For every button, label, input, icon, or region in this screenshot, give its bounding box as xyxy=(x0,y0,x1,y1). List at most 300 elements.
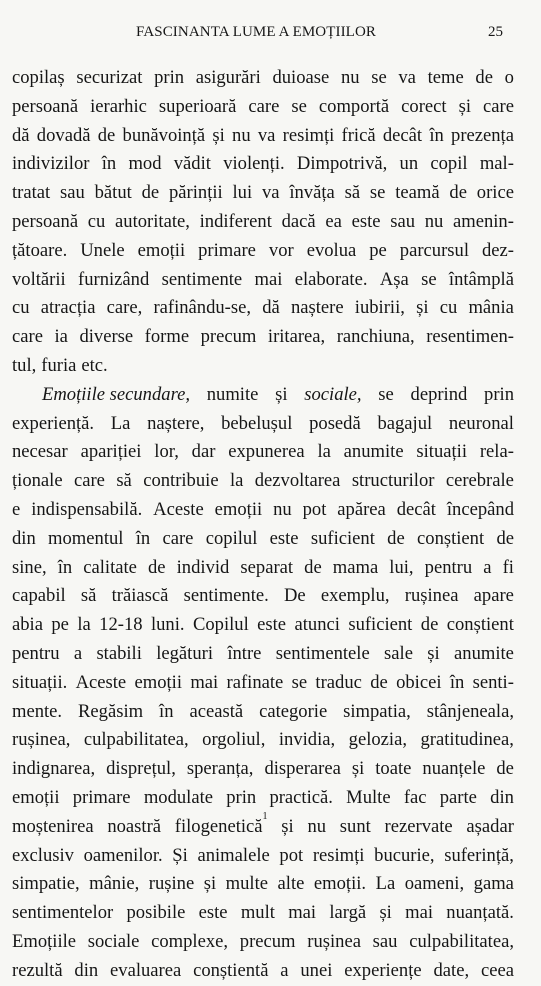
word: de xyxy=(148,556,166,578)
word: deprind xyxy=(410,383,468,405)
word: care, xyxy=(106,297,143,319)
word: sentimentelor xyxy=(12,902,114,924)
word: speranța, xyxy=(186,758,254,780)
word: iubirii, xyxy=(354,297,405,319)
word: iritarea, xyxy=(267,326,326,348)
word: pentru xyxy=(424,556,473,578)
word: rușine xyxy=(148,873,195,895)
word: legături xyxy=(156,642,214,664)
text-line xyxy=(12,93,514,122)
word: sunt xyxy=(339,815,371,837)
word: să xyxy=(344,182,361,204)
word: elaborate. xyxy=(294,268,368,290)
word: exclusiv xyxy=(12,844,74,866)
word: mânie, xyxy=(89,873,140,895)
word: stânjeneala, xyxy=(426,700,514,722)
word: frică xyxy=(341,124,376,146)
text-line xyxy=(12,669,514,698)
word: și xyxy=(458,95,472,117)
word: de xyxy=(141,182,160,204)
word: prin xyxy=(484,383,514,405)
word: Așa xyxy=(379,268,409,290)
word: numite xyxy=(206,383,259,405)
word: parte xyxy=(439,786,477,808)
word: precum xyxy=(200,326,257,348)
word: Regăsim xyxy=(78,700,144,722)
word: evolua xyxy=(306,239,357,261)
word: resimți xyxy=(282,124,335,146)
word: nuanțele xyxy=(422,758,486,780)
word: sau xyxy=(60,182,85,204)
word: separat xyxy=(240,556,294,578)
word: tratat xyxy=(12,182,51,204)
word: anumite xyxy=(343,441,404,463)
word: posibile xyxy=(126,902,186,924)
word: calitate xyxy=(83,556,137,578)
text-line xyxy=(12,899,514,928)
word: comportă xyxy=(318,95,390,117)
word: dar xyxy=(191,441,216,463)
word: stabili xyxy=(96,642,142,664)
word: corect xyxy=(401,95,447,117)
word: ționale xyxy=(12,470,63,492)
running-title: FASCINANTA LUME A EMOȚIILOR xyxy=(136,24,376,40)
word: multe xyxy=(225,873,269,895)
word: este xyxy=(351,210,381,232)
word: securizat xyxy=(76,67,143,88)
word: rafinate xyxy=(226,671,284,693)
word: se xyxy=(291,95,307,117)
word: și xyxy=(281,815,294,837)
text-line xyxy=(12,582,514,611)
word: mânia xyxy=(468,297,514,319)
word: furia xyxy=(41,354,77,376)
text-line xyxy=(12,208,514,237)
body-text xyxy=(12,64,514,986)
word: nu xyxy=(424,210,444,232)
word: asigurări xyxy=(195,67,261,88)
word: prezența xyxy=(451,124,514,146)
word: resimți xyxy=(312,844,365,866)
word: anumite xyxy=(454,642,514,664)
word: primare xyxy=(72,786,131,808)
word: o xyxy=(504,67,514,88)
word: bagajul xyxy=(377,412,433,434)
word: alte xyxy=(277,873,305,895)
word: sentimente. xyxy=(183,585,269,607)
word: sentimente xyxy=(161,268,243,290)
word: indivizilor xyxy=(12,153,90,175)
word: se xyxy=(371,67,387,88)
word: culpabilitatea, xyxy=(83,729,189,751)
word: gelozia, xyxy=(348,729,407,751)
word: traduc xyxy=(315,671,362,693)
word: conștient xyxy=(417,527,485,549)
word: voltării xyxy=(12,268,66,290)
word: va xyxy=(261,182,280,204)
text-line xyxy=(12,266,514,295)
word: cu xyxy=(87,210,106,232)
word: exemplu, xyxy=(320,585,390,607)
word: și xyxy=(275,383,288,405)
word: culpabilitatea, xyxy=(409,930,514,952)
text-line xyxy=(12,640,514,669)
word: momentul xyxy=(48,527,124,549)
word: sociale xyxy=(87,930,140,952)
text-line xyxy=(12,726,514,755)
word: mult xyxy=(240,902,275,924)
word: parcursul xyxy=(399,239,469,261)
word: De xyxy=(283,585,306,607)
word: nu xyxy=(340,67,360,88)
text-line xyxy=(12,784,514,813)
word: abia xyxy=(12,614,43,636)
word: Emoțiile xyxy=(12,930,77,952)
word: de xyxy=(420,614,439,636)
word: La xyxy=(110,412,131,434)
word: gratitudinea, xyxy=(420,729,514,751)
word: indignarea, xyxy=(12,758,96,780)
word: care xyxy=(162,527,194,549)
word: rezervate xyxy=(384,815,453,837)
word: sale xyxy=(384,642,413,664)
word: care xyxy=(248,95,280,117)
word: să xyxy=(116,470,132,492)
word: ranchiuna, xyxy=(336,326,415,348)
word: violenți. xyxy=(223,153,285,175)
text-line xyxy=(12,410,514,439)
word: de xyxy=(496,527,514,549)
page-number: 25 xyxy=(488,24,503,40)
word: simpatia, xyxy=(343,700,411,722)
word: individ xyxy=(176,556,230,578)
word: trăiască xyxy=(111,585,169,607)
word: Aceste xyxy=(153,498,204,520)
word: obicei xyxy=(396,671,442,693)
word: și xyxy=(203,873,217,895)
word: este xyxy=(198,902,228,924)
text-line xyxy=(12,352,514,381)
word: persoană xyxy=(12,95,79,117)
text-line xyxy=(12,467,514,496)
word: emoții xyxy=(12,786,60,808)
word: complexe, xyxy=(151,930,229,952)
word: dacă xyxy=(281,210,316,232)
word: fi xyxy=(502,556,514,578)
word: Și xyxy=(172,844,188,866)
word: categorie xyxy=(259,700,328,722)
word: sau xyxy=(372,930,398,952)
word: lui, xyxy=(389,556,414,578)
word: pe xyxy=(369,239,387,261)
word: Aceste xyxy=(75,671,127,693)
word: a xyxy=(73,642,83,664)
word: situații xyxy=(416,441,468,463)
word: așadar xyxy=(466,815,514,837)
word: decât xyxy=(396,498,436,520)
running-head xyxy=(0,24,541,44)
word: suficient xyxy=(310,527,375,549)
word: filogenetică$^1$ xyxy=(174,810,268,837)
word: evaluarea xyxy=(110,959,182,981)
word: contribuie xyxy=(143,470,219,492)
word: gama xyxy=(473,873,514,895)
word: dă xyxy=(262,297,280,319)
word: în xyxy=(449,671,465,693)
word: e xyxy=(12,498,21,520)
word: lor, xyxy=(154,441,179,463)
word: disperarea xyxy=(264,758,341,780)
word: apărea xyxy=(337,498,386,520)
text-line xyxy=(12,957,514,986)
word: sociale, xyxy=(304,383,362,405)
word: în xyxy=(101,153,117,175)
word: autoritate, xyxy=(115,210,190,232)
word: un xyxy=(399,153,419,175)
word: teme xyxy=(427,67,464,88)
word: vădit xyxy=(173,153,211,175)
word: rușinea xyxy=(307,930,361,952)
word: din xyxy=(12,527,36,549)
word: luni. xyxy=(150,614,185,636)
word: și xyxy=(416,297,429,319)
word: ea xyxy=(325,210,342,232)
word: neuronal xyxy=(448,412,514,434)
word: conștientă xyxy=(193,959,269,981)
word: date, xyxy=(433,959,470,981)
text-line xyxy=(12,870,514,899)
word: senti- xyxy=(472,671,514,693)
word: pentru xyxy=(12,642,60,664)
word: duioase xyxy=(272,67,330,88)
word: disprețul, xyxy=(106,758,176,780)
word: ceea xyxy=(480,959,514,981)
word: animalele xyxy=(197,844,270,866)
word: de xyxy=(370,671,388,693)
word: posedă xyxy=(309,412,361,434)
word: țătoare. xyxy=(12,239,68,261)
word: în xyxy=(135,527,151,549)
word: conștient xyxy=(446,614,514,636)
word: lui xyxy=(232,182,253,204)
word: naștere xyxy=(290,297,344,319)
word: oamenilor. xyxy=(83,844,163,866)
word: bunăvoință xyxy=(122,124,206,146)
word: de xyxy=(475,67,493,88)
text-line xyxy=(12,496,514,525)
word: nu xyxy=(232,124,251,146)
text-line xyxy=(12,698,514,727)
word: între xyxy=(227,642,262,664)
word: nu xyxy=(273,498,292,520)
word: mal- xyxy=(479,153,514,175)
word: modulate xyxy=(143,786,214,808)
text-line xyxy=(12,810,514,842)
word: dez- xyxy=(481,239,514,261)
word: de xyxy=(304,556,322,578)
word: superioară xyxy=(158,95,237,117)
word: primare xyxy=(198,239,256,261)
word: La xyxy=(375,873,396,895)
text-line xyxy=(12,150,514,179)
word: persoană xyxy=(12,210,79,232)
word: copil xyxy=(430,153,468,175)
word: la xyxy=(229,470,244,492)
word: bucurie, xyxy=(374,844,435,866)
text-line xyxy=(12,755,514,784)
word: din xyxy=(490,786,514,808)
word: se xyxy=(369,182,386,204)
word: care xyxy=(12,326,43,348)
word: tul, xyxy=(12,354,37,376)
word: amenin- xyxy=(453,210,514,232)
word: Multe xyxy=(346,786,391,808)
word: care xyxy=(483,95,514,117)
text-line xyxy=(12,842,514,871)
word: forme xyxy=(144,326,190,348)
word: rușinea, xyxy=(12,729,71,751)
word: prin xyxy=(226,786,257,808)
word: această xyxy=(189,700,244,722)
word: a xyxy=(483,556,492,578)
word: capabil xyxy=(12,585,66,607)
word: în xyxy=(57,556,73,578)
text-line xyxy=(12,323,514,352)
word: este xyxy=(257,614,287,636)
word: atunci xyxy=(294,614,340,636)
word: mai xyxy=(288,902,317,924)
word: apariției xyxy=(80,441,142,463)
text-line xyxy=(12,122,514,151)
word: bebelușul xyxy=(221,412,293,434)
word: indiferent xyxy=(199,210,272,232)
text-line xyxy=(12,381,514,410)
word: dă xyxy=(12,124,30,146)
word: situații. xyxy=(12,671,68,693)
word: să xyxy=(80,585,97,607)
word: mod xyxy=(128,153,162,175)
word: părinții xyxy=(169,182,223,204)
word: etc. xyxy=(81,354,108,376)
word: sau xyxy=(390,210,415,232)
word: decât xyxy=(382,124,423,146)
word: ia xyxy=(54,326,68,348)
word: copilul xyxy=(205,527,258,549)
word: toate xyxy=(375,758,412,780)
word: începând xyxy=(446,498,514,520)
word: practică. xyxy=(269,786,333,808)
word: pot xyxy=(302,498,327,520)
word: resentimen- xyxy=(426,326,514,348)
word: și xyxy=(351,758,365,780)
word: din xyxy=(74,959,99,981)
word: diverse xyxy=(79,326,134,348)
word: a xyxy=(280,959,289,981)
word: va xyxy=(257,124,276,146)
word: structurilor xyxy=(351,470,435,492)
word: ierarhic xyxy=(90,95,147,117)
word: furnizând xyxy=(78,268,150,290)
word: pot xyxy=(279,844,304,866)
word: care xyxy=(73,470,105,492)
word: experiență. xyxy=(12,412,95,434)
word: Unele xyxy=(80,239,125,261)
word: necesar xyxy=(12,441,68,463)
word: emoții. xyxy=(313,873,367,895)
word: Emoțiile secundare, xyxy=(42,383,191,405)
word: moștenirea xyxy=(12,815,94,837)
text-line xyxy=(12,438,514,467)
word: indispensabilă. xyxy=(31,498,143,520)
word: pe xyxy=(51,614,69,636)
word: vor xyxy=(268,239,294,261)
word: emoții xyxy=(137,239,186,261)
word: mai xyxy=(254,268,283,290)
word: atracția xyxy=(40,297,96,319)
word: și xyxy=(379,902,392,924)
word: mente. xyxy=(12,700,63,722)
word: mama xyxy=(332,556,379,578)
word: este xyxy=(269,527,299,549)
word: naștere, xyxy=(147,412,205,434)
word: largă xyxy=(329,902,367,924)
word: în xyxy=(429,124,444,146)
text-line xyxy=(12,525,514,554)
word: și xyxy=(427,642,440,664)
word: rafinându-se, xyxy=(153,297,252,319)
word: la xyxy=(77,614,91,636)
word: Copilul xyxy=(192,614,249,636)
word: prin xyxy=(154,67,185,88)
word: la xyxy=(317,441,331,463)
word: oameni, xyxy=(404,873,465,895)
text-line xyxy=(12,554,514,583)
word: experiențe xyxy=(344,959,422,981)
word: orgoliul, xyxy=(202,729,266,751)
word: rușinea xyxy=(404,585,459,607)
word: rezultă xyxy=(12,959,63,981)
word: în xyxy=(159,700,174,722)
word: mai xyxy=(405,902,433,924)
word: dezvoltarea xyxy=(254,470,341,492)
word: apare xyxy=(473,585,514,607)
word: învăța xyxy=(289,182,335,204)
word: sine, xyxy=(12,556,47,578)
text-line xyxy=(12,294,514,323)
word: expunerea xyxy=(228,441,305,463)
text-line xyxy=(12,237,514,266)
word: se xyxy=(421,268,437,290)
word: suferință, xyxy=(444,844,514,866)
text-line xyxy=(12,928,514,957)
word: orice xyxy=(476,182,514,204)
word: cu xyxy=(12,297,30,319)
word: de xyxy=(97,124,116,146)
word: sentimentele xyxy=(275,642,370,664)
word: suficient xyxy=(348,614,413,636)
word: nu xyxy=(307,815,327,837)
word: 12-18 xyxy=(99,614,143,636)
word: rela- xyxy=(479,441,514,463)
word: fac xyxy=(403,786,427,808)
word: întâmplă xyxy=(448,268,514,290)
word: teamă xyxy=(395,182,440,204)
word: se xyxy=(291,671,308,693)
text-line xyxy=(12,611,514,640)
word: noastră xyxy=(107,815,162,837)
word: dovadă xyxy=(36,124,91,146)
word: mai xyxy=(190,671,219,693)
